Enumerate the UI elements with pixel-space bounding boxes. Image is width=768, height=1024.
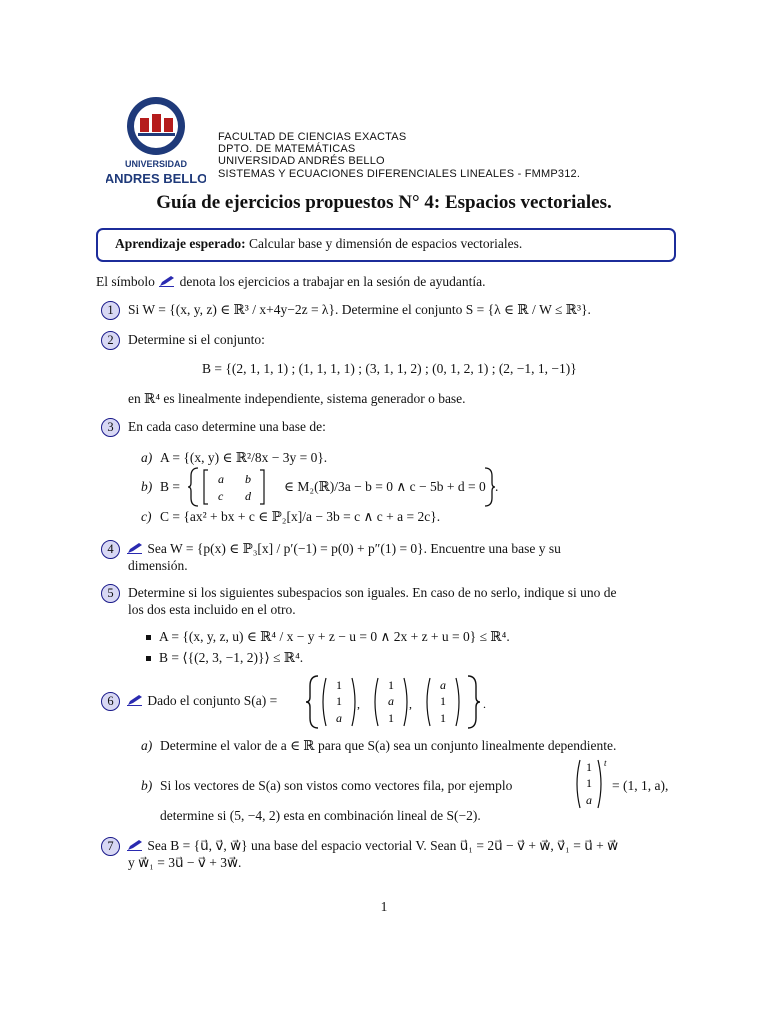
exercise-number-4: 4	[101, 540, 120, 559]
pencil-icon	[126, 694, 144, 706]
exercise-4-line1	[126, 541, 561, 557]
exercise-6b-label: b)	[141, 778, 153, 793]
exercise-2-set: B = {(2, 1, 1, 1) ; (1, 1, 1, 1) ; (3, 1, 1, 2) ; (0, 1, 2, 1) ; (2, −1, 1, −1)}	[202, 361, 577, 376]
exercise-4-text2: dimensión.	[128, 558, 188, 573]
bullet-icon	[146, 656, 151, 661]
logo-line1: UNIVERSIDAD	[124, 159, 188, 169]
matrix-c: c	[218, 489, 224, 503]
exercise-6-text: Dado el conjunto S(a) =	[147, 693, 278, 708]
intro-after: denota los ejercicios a trabajar en la sesión de ayudantía.	[179, 274, 486, 289]
exercise-6-set	[306, 674, 496, 734]
exercise-3b-close-brace	[483, 466, 495, 512]
exercise-number-3: 3	[101, 418, 120, 437]
exercise-3a-text: A = {(x, y) ∈ ℝ²/8x − 3y = 0}.	[160, 450, 328, 465]
exercise-6b-vector	[572, 756, 612, 816]
logo-line2: ANDRES BELLO	[106, 171, 206, 186]
exercise-2-tail: en ℝ⁴ es linealmente independiente, sistema generador o base.	[128, 391, 466, 406]
exercise-number-1: 1	[101, 301, 120, 320]
exercise-3-text: En cada caso determine una base de:	[128, 419, 326, 434]
bvec-1: 1	[586, 776, 592, 790]
exercise-6-line1	[126, 693, 277, 709]
exercise-3a-label: a)	[141, 450, 153, 465]
learning-outcome-desc: Calcular base y dimensión de espacios vectoriales.	[249, 236, 523, 251]
header-line-course: SISTEMAS Y ECUACIONES DIFERENCIALES LINEALES - FMMP312.	[218, 167, 581, 180]
exercise-7-line1	[126, 838, 618, 854]
exercise-4-text: Sea W = {p(x) ∈ ℙ₃[x] / p′(−1) = p(0) + p″(1) = 0}. Encuentre una base y su	[147, 541, 561, 556]
header-line-faculty: FACULTAD DE CIENCIAS EXACTAS	[218, 131, 407, 143]
v3-0: a	[440, 678, 446, 692]
v2-2: 1	[388, 711, 394, 725]
pencil-icon	[158, 275, 176, 287]
learning-outcome-label: Aprendizaje esperado:	[115, 236, 246, 251]
exercise-6b-text: Si los vectores de S(a) son vistos como vectores fila, por ejemplo	[160, 778, 513, 793]
intro-line	[96, 274, 486, 290]
v1-2: a	[336, 711, 342, 725]
exercise-3b-matrix	[188, 466, 280, 512]
v3-2: 1	[440, 711, 446, 725]
exercise-number-2: 2	[101, 331, 120, 350]
v2-1: a	[388, 694, 394, 708]
matrix-b: b	[245, 472, 251, 486]
svg-text:,: ,	[409, 697, 412, 711]
learning-outcome-text	[115, 236, 522, 252]
exercise-5-text: Determine si los siguientes subespacios son iguales. En caso de no serlo, indique si uno de	[128, 585, 617, 600]
exercise-6b-eq: = (1, 1, a),	[612, 778, 669, 793]
bullet-icon	[146, 635, 151, 640]
exercise-3b-label: b)	[141, 479, 153, 494]
header-block	[218, 131, 580, 180]
exercise-7-text: Sea B = {u⃗, v⃗, w⃗} una base del espacio vectorial V. Sean u⃗₁ = 2u⃗ − v⃗ + w⃗, v⃗₁ = u⃗ + w⃗	[147, 838, 619, 853]
exercise-number-7: 7	[101, 837, 120, 856]
svg-text:,: ,	[357, 697, 360, 711]
exercise-7-text2: y w⃗₁ = 3u⃗ − v⃗ + 3w⃗.	[128, 855, 242, 870]
exercise-6a-text: Determine el valor de a ∈ ℝ para que S(a) sea un conjunto linealmente dependiente.	[160, 738, 617, 753]
v1-0: 1	[336, 678, 342, 692]
exercise-6a-label: a)	[141, 738, 153, 753]
intro-before: El símbolo	[96, 274, 155, 289]
matrix-a: a	[218, 472, 224, 486]
exercise-3b-pre: B =	[160, 479, 180, 494]
page-number: 1	[380, 899, 388, 914]
header-line-university: UNIVERSIDAD ANDRÉS BELLO	[218, 155, 385, 168]
exercise-1-text: Si W = {(x, y, z) ∈ ℝ³ / x+4y−2z = λ}. Determine el conjunto S = {λ ∈ ℝ / W ≤ ℝ³}.	[128, 302, 591, 317]
exercise-2-text: Determine si el conjunto:	[128, 332, 265, 347]
exercise-number-6: 6	[101, 692, 120, 711]
v1-1: 1	[336, 694, 342, 708]
exercise-3b-end: .	[495, 479, 499, 494]
v3-1: 1	[440, 694, 446, 708]
exercise-5-text2: los dos esta incluido en el otro.	[128, 602, 296, 617]
university-logo	[106, 96, 206, 188]
matrix-d: d	[245, 489, 251, 503]
exercise-3c-label: c)	[141, 509, 152, 524]
page-title: Guía de ejercicios propuestos N° 4: Espacios vectoriales.	[156, 192, 612, 213]
exercise-5-item1: A = {(x, y, z, u) ∈ ℝ⁴ / x − y + z − u = 0 ∧ 2x + z + u = 0} ≤ ℝ⁴.	[159, 629, 510, 644]
exercise-3b-post: ∈ M₂(ℝ)/3a − b = 0 ∧ c − 5b + d = 0	[284, 479, 486, 494]
exercise-number-5: 5	[101, 584, 120, 603]
exercise-3c-text: C = {ax² + bx + c ∈ ℙ₂[x]/a − 3b = c ∧ c + a = 2c}.	[160, 509, 441, 524]
header-line-dept: DPTO. DE MATEMÁTICAS	[218, 143, 356, 156]
v2-0: 1	[388, 678, 394, 692]
exercise-6b-text2: determine si (5, −4, 2) esta en combinación lineal de S(−2).	[160, 808, 481, 823]
svg-text:.: .	[483, 697, 486, 711]
pencil-icon	[126, 542, 144, 554]
pencil-icon	[126, 839, 144, 851]
bvec-0: 1	[586, 760, 592, 774]
exercise-5-item2: B = ⟨{(2, 3, −1, 2)}⟩ ≤ ℝ⁴.	[159, 650, 304, 665]
bvec-2: a	[586, 793, 592, 807]
transpose-sup: t	[604, 758, 607, 768]
